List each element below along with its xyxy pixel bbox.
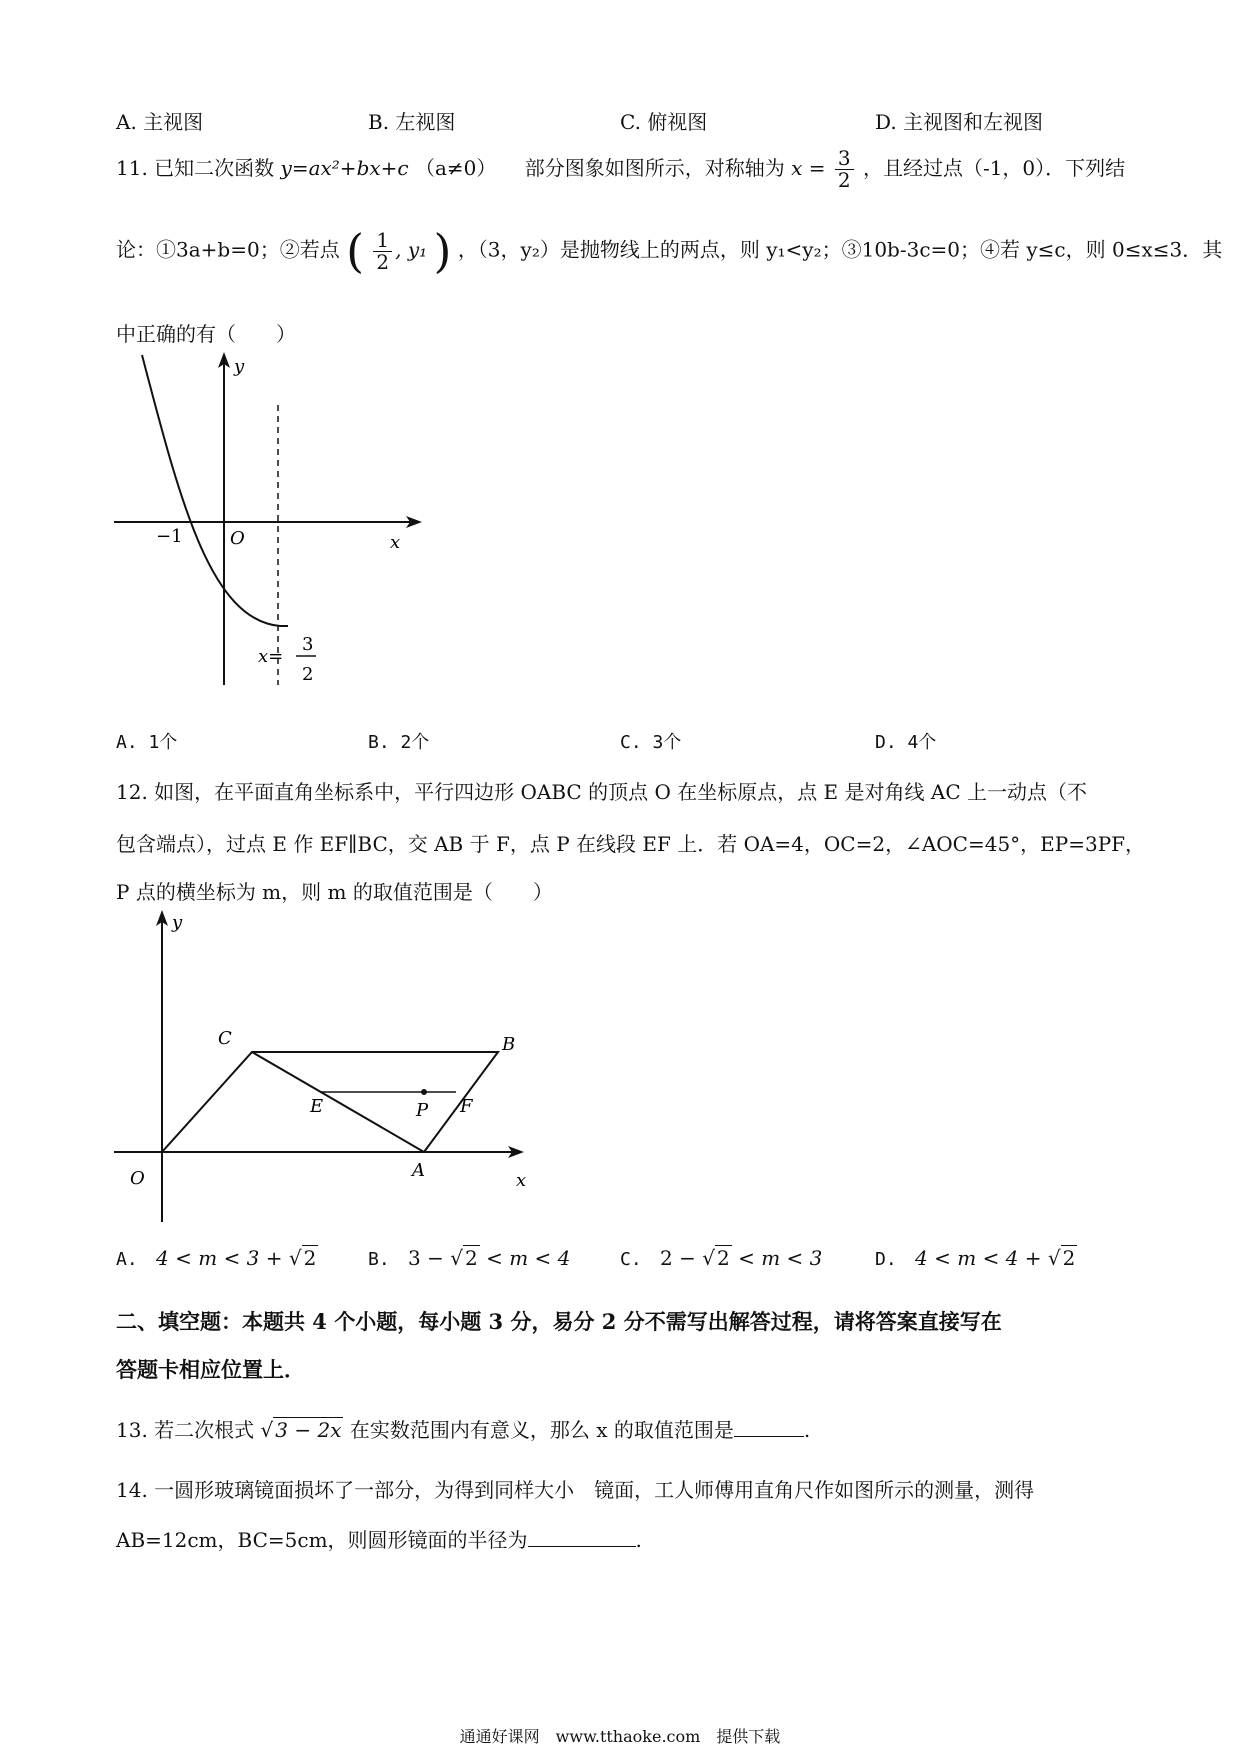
- q11-line2-b: ，（3，y₂）是抛物线上的两点，则 y₁<y₂；③10b-3c=0；④若 y≤c，则 0≤x≤3．其: [457, 237, 1223, 262]
- x-axis-label: x: [390, 532, 401, 553]
- q11-parabola-graph: [100, 350, 430, 720]
- q11-axis-lhs: x =: [791, 156, 826, 180]
- q14-line2: AB=12cm，BC=5cm，则圆形镜面的半径为 .: [116, 1528, 642, 1552]
- q11-condition: （a≠0）: [414, 156, 497, 180]
- q12-line2: 包含端点），过点 E 作 EF∥BC，交 AB 于 F，点 P 在线段 EF 上．若 OA=4，OC=2，∠AOC=45°，EP=3PF，: [116, 832, 1146, 856]
- q11-line1: [116, 148, 1125, 191]
- q12-choice-d: D. 4 < m < 4 + √ 2: [875, 1246, 1076, 1270]
- y-axis-label: y: [172, 912, 183, 933]
- q10-choice-b: B. 左视图: [368, 110, 456, 134]
- left-paren: (: [346, 224, 365, 278]
- x-axis-label: x: [516, 1170, 527, 1191]
- q11-line2: [116, 224, 1222, 278]
- section2-heading-line2: 答题卡相应位置上．: [116, 1357, 305, 1382]
- q11-point-y: , y₁: [395, 237, 428, 262]
- parallelogram-oabc: [162, 1052, 498, 1152]
- q11-point-fraction: $\frac{1}{2}$: [373, 230, 392, 273]
- q11-line3: 中正确的有（ ）: [116, 322, 296, 346]
- label-p: P: [416, 1100, 429, 1121]
- point-p: [421, 1089, 427, 1095]
- q10-choice-a: A. 主视图: [116, 110, 204, 134]
- q13: 13. 若二次根式 √ 3 − 2x 在实数范围内有意义，那么 x 的取值范围是 .: [116, 1418, 811, 1442]
- q14-line1: 14. 一圆形玻璃镜面损坏了一部分，为得到同样大小 镜面，工人师傅用直角尺作如图所示的测量，测得: [116, 1478, 1035, 1502]
- q12-choice-b: B. 3 − √ 2 < m < 4: [368, 1246, 571, 1270]
- parabola-curve: [142, 355, 288, 626]
- q11-choice-c: C. 3个: [620, 732, 682, 753]
- q13-pre: 13. 若二次根式: [116, 1418, 255, 1442]
- q11-choice-a: A. 1个: [116, 732, 178, 753]
- diagonal-ac: [252, 1052, 424, 1152]
- origin-label: O: [230, 528, 245, 549]
- label-f: F: [460, 1096, 473, 1117]
- section2-heading-line1: 二、填空题：本题共 4 个小题，每小题 3 分，易分 2 分不需写出解答过程，请将答案直接写在: [116, 1309, 1002, 1334]
- q11-text3: ，且经过点（-1，0）．下列结: [862, 156, 1126, 180]
- axis-eq-num: 3: [302, 634, 314, 655]
- q11-number: 11.: [116, 156, 148, 180]
- label-o: O: [130, 1168, 145, 1189]
- label-a: A: [412, 1160, 425, 1181]
- page-footer: 通通好课网 www.tthaoke.com 提供下载: [459, 1727, 781, 1746]
- y-axis-label: y: [234, 356, 245, 377]
- q13-answer-blank[interactable]: [734, 1418, 804, 1437]
- q11-choice-b: B. 2个: [368, 732, 430, 753]
- minus-one-label: −1: [156, 526, 183, 547]
- q10-choice-c: C. 俯视图: [620, 110, 708, 134]
- q12-line1: 12. 如图，在平面直角坐标系中，平行四边形 OABC 的顶点 O 在坐标原点，点 E 是对角线 AC 上一动点（不: [116, 780, 1087, 804]
- q12-parallelogram-graph: [110, 900, 540, 1230]
- q14-line2-pre: AB=12cm，BC=5cm，则圆形镜面的半径为: [116, 1528, 528, 1552]
- q11-function: y=ax²+bx+c: [280, 156, 409, 180]
- q10-choice-d: D. 主视图和左视图: [875, 110, 1044, 134]
- right-paren: ): [433, 224, 452, 278]
- q11-text2: 部分图象如图所示，对称轴为: [524, 156, 785, 180]
- label-c: C: [218, 1028, 232, 1049]
- q13-radical: √ 3 − 2x: [260, 1418, 342, 1442]
- q11-axis-fraction: $\frac{3}{2}$: [835, 148, 854, 191]
- q14-answer-blank[interactable]: [528, 1528, 636, 1547]
- label-e: E: [310, 1096, 324, 1117]
- q13-post: 在实数范围内有意义，那么 x 的取值范围是: [349, 1418, 734, 1442]
- axis-eq-den: 2: [302, 664, 314, 685]
- axis-eq-label: x=: [258, 646, 284, 667]
- q11-line2-a: 论：①3a+b=0；②若点: [116, 237, 340, 262]
- q12-choice-c: C. 2 − √ 2 < m < 3: [620, 1246, 823, 1270]
- q12-choice-a: A. 4 < m < 3 + √ 2: [116, 1246, 317, 1270]
- q11-choice-d: D. 4个: [875, 732, 937, 753]
- q12-line3: P 点的横坐标为 m，则 m 的取值范围是（ ）: [116, 880, 553, 904]
- q11-text1: 已知二次函数: [154, 156, 275, 180]
- label-b: B: [502, 1034, 516, 1055]
